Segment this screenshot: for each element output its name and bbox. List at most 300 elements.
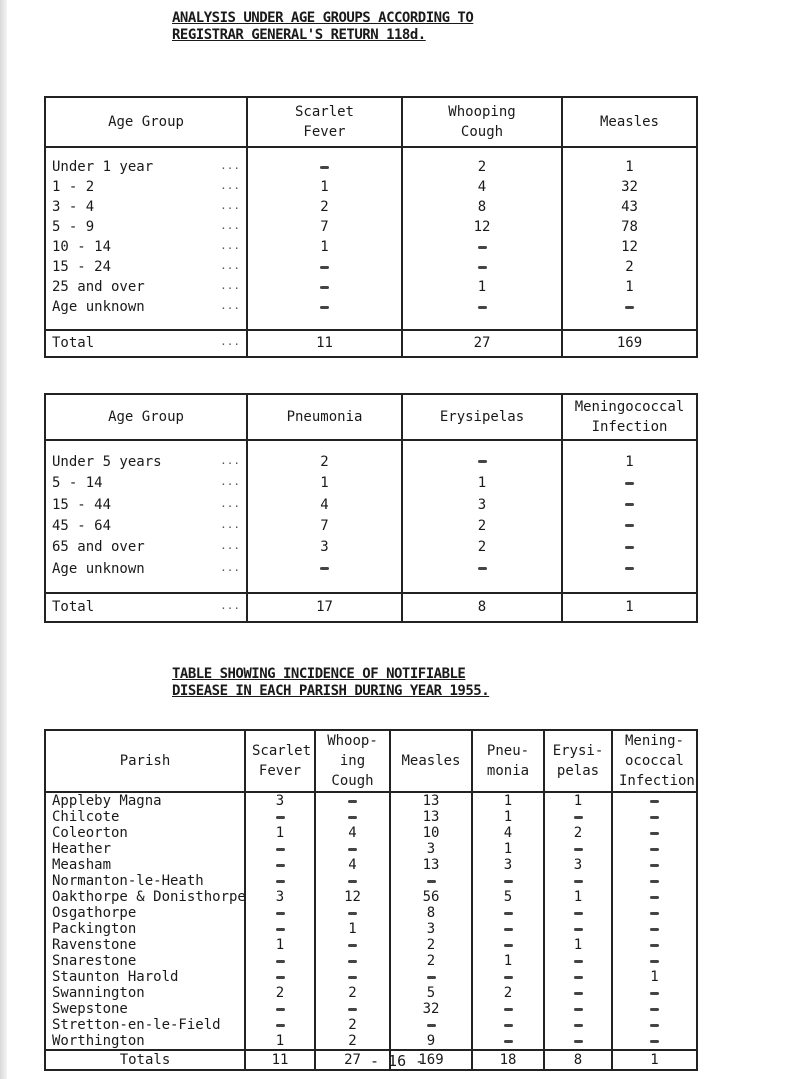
scarlet-fever-header-text: Scarlet Fever — [252, 743, 312, 779]
age-group-label — [45, 237, 247, 257]
nil-dash — [504, 880, 513, 883]
table-cell — [544, 1001, 612, 1017]
table-cell — [472, 1001, 544, 1017]
row-label-text: 1 - 2 — [52, 179, 95, 196]
parish-name: Worthington — [52, 1033, 145, 1049]
table-cell: 32 — [390, 1001, 472, 1017]
table-cell: 1 — [472, 953, 544, 969]
table-row — [45, 197, 697, 217]
total-value: 1 — [612, 1050, 697, 1070]
table-row — [45, 873, 697, 889]
table-cell: 3 — [247, 537, 402, 558]
table-cell: 1 — [562, 277, 697, 297]
row-label-text: Under 5 years — [52, 453, 162, 470]
spacer-cell — [247, 579, 402, 592]
age-group-table-1 — [44, 96, 698, 358]
table-cell: 4 — [472, 825, 544, 841]
nil-dash — [650, 992, 659, 995]
nil-dash — [625, 306, 634, 309]
table-cell — [612, 1017, 697, 1033]
nil-dash — [650, 880, 659, 883]
col-header-erysipelas — [544, 730, 612, 792]
col-header-meningococcal — [562, 394, 697, 440]
parish-name: Measham — [52, 857, 112, 873]
nil-dash — [348, 800, 357, 803]
nil-dash — [650, 1024, 659, 1027]
table-cell: 2 — [315, 1033, 390, 1050]
row-label-text: 25 and over — [52, 279, 145, 296]
table-cell: 2 — [247, 197, 402, 217]
nil-dash — [504, 1024, 513, 1027]
nil-dash — [348, 976, 357, 979]
table-cell — [544, 809, 612, 825]
table-cell: 1 — [612, 969, 697, 985]
nil-dash — [320, 306, 329, 309]
col-header-age-group: Age Group — [45, 97, 247, 147]
age-group-label — [45, 277, 247, 297]
col-header-meningococcal — [612, 730, 697, 792]
table-cell — [247, 558, 402, 579]
nil-dash — [276, 912, 285, 915]
spacer-cell — [45, 317, 247, 330]
table-cell: 1 — [247, 177, 402, 197]
table-row — [45, 257, 697, 277]
table-cell — [315, 1001, 390, 1017]
age-group-label — [45, 515, 247, 536]
leader-dots: ... — [220, 159, 240, 173]
table-row — [45, 953, 697, 969]
table-row — [45, 921, 697, 937]
age-group-table-2 — [44, 393, 698, 623]
table-cell: 1 — [472, 792, 544, 809]
table-cell: 2 — [402, 515, 562, 536]
row-label-text: Age unknown — [52, 299, 145, 316]
scarlet-fever-header-text: Scarlet Fever — [294, 104, 354, 140]
table-cell — [612, 873, 697, 889]
age-group-label — [45, 297, 247, 317]
table-row — [45, 297, 697, 317]
spacer-row — [45, 579, 697, 592]
table-cell: 7 — [247, 217, 402, 237]
nil-dash — [478, 306, 487, 309]
table-cell — [247, 277, 402, 297]
total-value: 1 — [562, 593, 697, 622]
table-cell — [315, 873, 390, 889]
nil-dash — [650, 864, 659, 867]
table-cell: 2 — [390, 953, 472, 969]
table-cell — [544, 1033, 612, 1050]
table-cell — [612, 809, 697, 825]
table-cell: 2 — [562, 257, 697, 277]
nil-dash — [504, 944, 513, 947]
table-cell — [472, 1033, 544, 1050]
table-cell — [390, 1017, 472, 1033]
table-cell — [544, 953, 612, 969]
total-value: 169 — [390, 1050, 472, 1070]
nil-dash — [650, 960, 659, 963]
table-cell — [612, 857, 697, 873]
table-cell: 10 — [390, 825, 472, 841]
spacer-row — [45, 147, 697, 158]
table-cell: 2 — [402, 537, 562, 558]
table-row — [45, 451, 697, 472]
age-group-label — [45, 537, 247, 558]
age-group-label — [45, 217, 247, 237]
table-cell: 1 — [247, 473, 402, 494]
parish-name: Ravenstone — [52, 937, 137, 953]
nil-dash — [574, 1008, 583, 1011]
table-cell — [390, 969, 472, 985]
table-cell: 7 — [247, 515, 402, 536]
table-cell: 13 — [390, 792, 472, 809]
leader-dots: ... — [220, 539, 240, 553]
table-cell — [544, 921, 612, 937]
table-row — [45, 177, 697, 197]
page-margin-shadow — [0, 0, 7, 1079]
table-row — [45, 969, 697, 985]
total-value: 169 — [562, 330, 697, 357]
nil-dash — [276, 864, 285, 867]
table-row — [45, 1001, 697, 1017]
table-cell — [472, 921, 544, 937]
nil-dash — [320, 266, 329, 269]
parish-name: Stretton-en-le-Field — [52, 1017, 221, 1033]
nil-dash — [650, 800, 659, 803]
table-cell — [402, 257, 562, 277]
leader-dots: ... — [220, 179, 240, 193]
spacer-cell — [247, 440, 402, 451]
nil-dash — [504, 1040, 513, 1043]
table-cell — [562, 473, 697, 494]
row-label-text: 10 - 14 — [52, 239, 112, 256]
table-cell — [245, 921, 315, 937]
total-value: 17 — [247, 593, 402, 622]
table-cell — [562, 297, 697, 317]
nil-dash — [504, 976, 513, 979]
total-value: 11 — [245, 1050, 315, 1070]
table-cell — [245, 873, 315, 889]
parish-name: Coleorton — [52, 825, 128, 841]
nil-dash — [625, 546, 634, 549]
table-cell — [402, 558, 562, 579]
nil-dash — [650, 912, 659, 915]
table-header-row — [45, 97, 697, 147]
total-row — [45, 330, 697, 357]
table-cell: 4 — [315, 825, 390, 841]
col-header-whooping-cough — [315, 730, 390, 792]
total-value: 18 — [472, 1050, 544, 1070]
table-cell: 8 — [402, 197, 562, 217]
row-label-text: 65 and over — [52, 539, 145, 556]
table-cell: 3 — [402, 494, 562, 515]
table-cell — [315, 969, 390, 985]
table-cell — [544, 1017, 612, 1033]
table-row — [45, 217, 697, 237]
table-cell: 1 — [544, 889, 612, 905]
table-cell — [612, 841, 697, 857]
col-header-age-group: Age Group — [45, 394, 247, 440]
spacer-cell — [562, 147, 697, 158]
table-row — [45, 558, 697, 579]
total-label — [45, 330, 247, 357]
nil-dash — [348, 912, 357, 915]
table-cell — [245, 841, 315, 857]
meningococcal-header-text: Mening- ococcal Infection — [619, 733, 695, 789]
col-header-scarlet-fever — [245, 730, 315, 792]
parish-table — [44, 729, 698, 1071]
table-cell — [315, 809, 390, 825]
nil-dash — [427, 976, 436, 979]
leader-dots: ... — [220, 199, 240, 213]
table-row — [45, 277, 697, 297]
nil-dash — [348, 880, 357, 883]
nil-dash — [276, 960, 285, 963]
total-value: 11 — [247, 330, 402, 357]
table-cell — [315, 953, 390, 969]
table-cell — [544, 969, 612, 985]
table-cell: 8 — [390, 905, 472, 921]
row-label-text: Under 1 year — [52, 159, 154, 176]
row-label-text: Age unknown — [52, 560, 145, 577]
spacer-row — [45, 440, 697, 451]
nil-dash — [625, 524, 634, 527]
table-cell — [245, 1001, 315, 1017]
parish-name: Chilcote — [52, 809, 120, 825]
page-number: - 16 - — [370, 1052, 425, 1070]
total-label — [45, 593, 247, 622]
table-cell: 4 — [247, 494, 402, 515]
table-header-row — [45, 730, 697, 792]
table-cell — [612, 921, 697, 937]
spacer-row — [45, 317, 697, 330]
nil-dash — [320, 286, 329, 289]
table-cell — [544, 841, 612, 857]
table-cell: 13 — [390, 857, 472, 873]
table-cell: 3 — [245, 792, 315, 809]
table-cell — [245, 1017, 315, 1033]
row-label-text: 5 - 9 — [52, 219, 95, 236]
nil-dash — [276, 1024, 285, 1027]
nil-dash — [348, 960, 357, 963]
nil-dash — [574, 816, 583, 819]
nil-dash — [478, 246, 487, 249]
nil-dash — [650, 816, 659, 819]
table-row — [45, 1017, 697, 1033]
table-row — [45, 515, 697, 536]
table-cell — [544, 905, 612, 921]
table-cell: 1 — [472, 809, 544, 825]
table-cell: 1 — [247, 237, 402, 257]
table-cell: 3 — [544, 857, 612, 873]
page-subtitle: REGISTRAR GENERAL'S RETURN 118d. — [172, 27, 426, 43]
table-cell: 2 — [402, 158, 562, 178]
table-cell — [544, 985, 612, 1001]
table-cell — [472, 1017, 544, 1033]
table-cell — [315, 937, 390, 953]
table-row — [45, 158, 697, 178]
erysipelas-header-text: Erysi- pelas — [552, 743, 604, 779]
table-cell — [612, 825, 697, 841]
nil-dash — [574, 880, 583, 883]
leader-dots: ... — [220, 259, 240, 273]
nil-dash — [276, 1008, 285, 1011]
nil-dash — [276, 880, 285, 883]
leader-dots: ... — [220, 335, 240, 349]
nil-dash — [650, 1008, 659, 1011]
spacer-cell — [562, 317, 697, 330]
whooping-cough-header-text: Whoop- ing Cough — [327, 733, 378, 789]
nil-dash — [504, 1008, 513, 1011]
table-cell: 2 — [472, 985, 544, 1001]
meningococcal-header-text: Meningococcal Infection — [574, 399, 685, 435]
age-group-label — [45, 494, 247, 515]
table-row — [45, 905, 697, 921]
nil-dash — [348, 848, 357, 851]
nil-dash — [574, 976, 583, 979]
parish-name: Swepstone — [52, 1001, 128, 1017]
total-value: 8 — [544, 1050, 612, 1070]
table-header-row — [45, 394, 697, 440]
row-label-text: 3 - 4 — [52, 199, 95, 216]
nil-dash — [504, 912, 513, 915]
table-cell: 1 — [562, 451, 697, 472]
nil-dash — [650, 848, 659, 851]
table-cell: 2 — [390, 937, 472, 953]
nil-dash — [574, 928, 583, 931]
total-label: Totals — [45, 1050, 245, 1070]
table-cell: 1 — [245, 825, 315, 841]
table-cell: 1 — [402, 473, 562, 494]
table-cell: 3 — [245, 889, 315, 905]
leader-dots: ... — [220, 453, 240, 467]
leader-dots: ... — [220, 219, 240, 233]
nil-dash — [625, 482, 634, 485]
spacer-cell — [45, 579, 247, 592]
age-group-label — [45, 558, 247, 579]
parish-name: Staunton Harold — [52, 969, 179, 985]
leader-dots: ... — [220, 475, 240, 489]
table-cell — [402, 237, 562, 257]
table-cell: 1 — [245, 937, 315, 953]
age-group-label — [45, 177, 247, 197]
table-row — [45, 889, 697, 905]
table-cell: 2 — [315, 985, 390, 1001]
table-row — [45, 841, 697, 857]
table-cell — [562, 558, 697, 579]
col-header-scarlet-fever — [247, 97, 402, 147]
table-cell — [402, 297, 562, 317]
col-header-measles: Measles — [390, 730, 472, 792]
leader-dots: ... — [220, 517, 240, 531]
total-value: 27 — [315, 1050, 390, 1070]
parish-name: Appleby Magna — [52, 793, 162, 809]
nil-dash — [574, 1040, 583, 1043]
table-cell — [245, 905, 315, 921]
table-cell — [472, 905, 544, 921]
parish-name: Osgathorpe — [52, 905, 137, 921]
spacer-cell — [45, 147, 247, 158]
table-row — [45, 537, 697, 558]
nil-dash — [276, 848, 285, 851]
table-cell — [472, 969, 544, 985]
table-cell: 4 — [315, 857, 390, 873]
table-cell: 12 — [402, 217, 562, 237]
table-cell: 1 — [544, 792, 612, 809]
spacer-cell — [247, 317, 402, 330]
parish-name: Swannington — [52, 985, 145, 1001]
nil-dash — [478, 567, 487, 570]
nil-dash — [348, 816, 357, 819]
nil-dash — [574, 992, 583, 995]
age-group-label — [45, 451, 247, 472]
spacer-cell — [45, 440, 247, 451]
pneumonia-header-text: Pneu- monia — [486, 743, 530, 779]
table-cell — [245, 809, 315, 825]
spacer-cell — [402, 317, 562, 330]
spacer-cell — [402, 440, 562, 451]
table-cell: 3 — [390, 921, 472, 937]
table-cell: 13 — [390, 809, 472, 825]
table-cell: 2 — [247, 451, 402, 472]
table-cell — [472, 873, 544, 889]
table-row — [45, 237, 697, 257]
table-cell — [245, 857, 315, 873]
table-row — [45, 1033, 697, 1050]
whooping-cough-header-text: Whooping Cough — [448, 104, 516, 140]
row-label-text: 5 - 14 — [52, 475, 103, 492]
parish-name: Heather — [52, 841, 112, 857]
table-row — [45, 985, 697, 1001]
nil-dash — [650, 944, 659, 947]
total-row — [45, 593, 697, 622]
table-cell — [612, 953, 697, 969]
leader-dots: ... — [220, 599, 240, 613]
table-cell — [612, 1001, 697, 1017]
nil-dash — [348, 944, 357, 947]
age-group-label — [45, 158, 247, 178]
table-cell: 1 — [315, 921, 390, 937]
nil-dash — [574, 912, 583, 915]
table-cell: 2 — [245, 985, 315, 1001]
nil-dash — [625, 567, 634, 570]
col-header-pneumonia — [472, 730, 544, 792]
row-label-text: Total — [52, 335, 95, 352]
table-cell — [612, 1033, 697, 1050]
table-cell: 78 — [562, 217, 697, 237]
table-cell: 2 — [315, 1017, 390, 1033]
table-cell: 9 — [390, 1033, 472, 1050]
col-header-erysipelas: Erysipelas — [402, 394, 562, 440]
table-cell — [247, 297, 402, 317]
table-cell — [245, 969, 315, 985]
nil-dash — [348, 1008, 357, 1011]
table-cell: 1 — [562, 158, 697, 178]
table-cell — [247, 257, 402, 277]
nil-dash — [478, 266, 487, 269]
total-value: 8 — [402, 593, 562, 622]
table-row — [45, 937, 697, 953]
table-cell — [612, 889, 697, 905]
parish-name: Packington — [52, 921, 137, 937]
spacer-cell — [562, 579, 697, 592]
table-cell: 1 — [544, 937, 612, 953]
table-cell: 12 — [315, 889, 390, 905]
row-label-text: 45 - 64 — [52, 517, 112, 534]
nil-dash — [574, 960, 583, 963]
table-cell — [562, 515, 697, 536]
row-label-text: 15 - 44 — [52, 496, 112, 513]
section-subtitle: DISEASE IN EACH PARISH DURING YEAR 1955. — [172, 683, 490, 699]
